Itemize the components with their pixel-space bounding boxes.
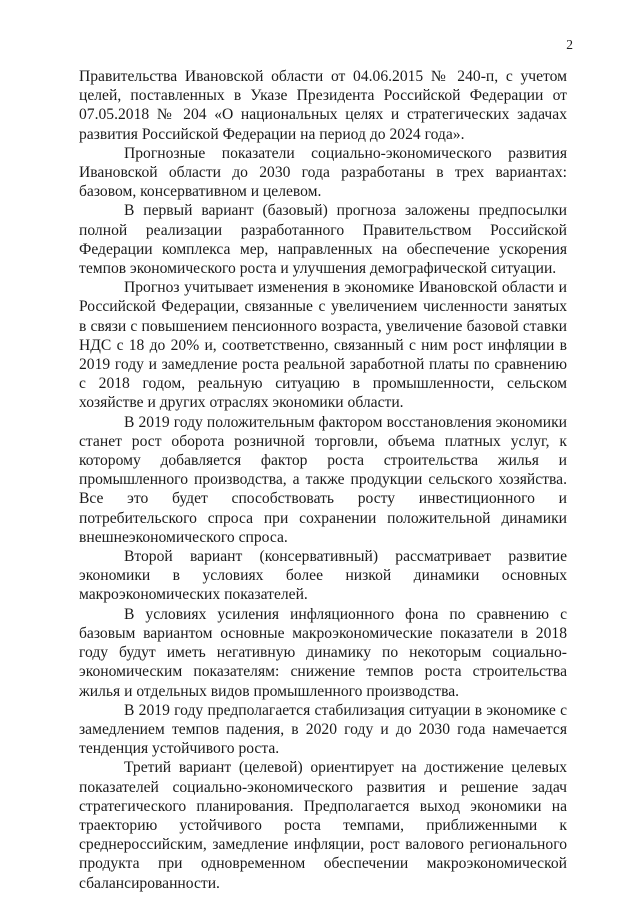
paragraph-2: Прогнозные показатели социально-экономического развития Ивановской области до 2030 года разработаны в трех вариантах: базовом, консервативном и целевом. (79, 144, 567, 201)
paragraph-4: Прогноз учитывает изменения в экономике Ивановской области и Российской Федерации, связанные с увеличением численности занятых в связи с повышением пенсионного возраста, увеличение базовой ставки НДС с 18 до 20% и, соответственно, связанный с ним рост инфляции в 2019 году и замедление роста реальной заработной платы по сравнению с 2018 годом, реальную ситуацию в промышленности, сельском хозяйстве и других отраслях экономики области. (79, 279, 567, 412)
paragraph-6: Второй вариант (консервативный) рассматривает развитие экономики в условиях более низкой динамики основных макроэкономических показателей. (79, 548, 567, 604)
paragraph-7: В условиях усиления инфляционного фона по сравнению с базовым вариантом основные макроэкономические показатели в 2018 году будут иметь негативную динамику по некоторым социально-экономическим показателям: снижение темпов роста строительства жилья и отдельных видов промышленного производства. (79, 605, 567, 700)
document-body (79, 67, 567, 893)
paragraph-1: Правительства Ивановской области от 04.06.2015 № 240-п, с учетом целей, поставленных в Указе Президента Российской Федерации от 07.05.2018 № 204 «О национальных целях и стратегических задачах развития Российской Федерации на период до 2024 года». (79, 68, 567, 143)
paragraph-5: В 2019 году положительным фактором восстановления экономики станет рост оборота розничной торговли, объема платных услуг, к которому добавляется фактор роста строительства жилья и промышленного производства, а также продукции сельского хозяйства. Все это будет способствовать росту инвестиционного и потребительского спроса при сохранении положительной динамики внешнеэкономического спроса. (79, 413, 567, 546)
paragraph-8: В 2019 году предполагается стабилизация ситуации в экономике с замедлением темпов падения, в 2020 году и до 2030 года намечается тенденция устойчивого роста. (79, 701, 567, 758)
paragraph-3: В первый вариант (базовый) прогноза заложены предпосылки полной реализации разработанного Правительством Российской Федерации комплекса мер, направленных на обеспечение ускорения темпов экономического роста и улучшения демографической ситуации. (79, 202, 567, 278)
paragraph-9: Третий вариант (целевой) ориентирует на достижение целевых показателей социально-экономического развития и решение задач стратегического планирования. Предполагается выход экономики на траекторию устойчивого роста темпами, приближенными к среднероссийским, замедление инфляции, рост валового регионального продукта при одновременном обеспечении макроэкономической сбалансированности. (79, 759, 567, 892)
page-number: 2 (566, 37, 573, 52)
